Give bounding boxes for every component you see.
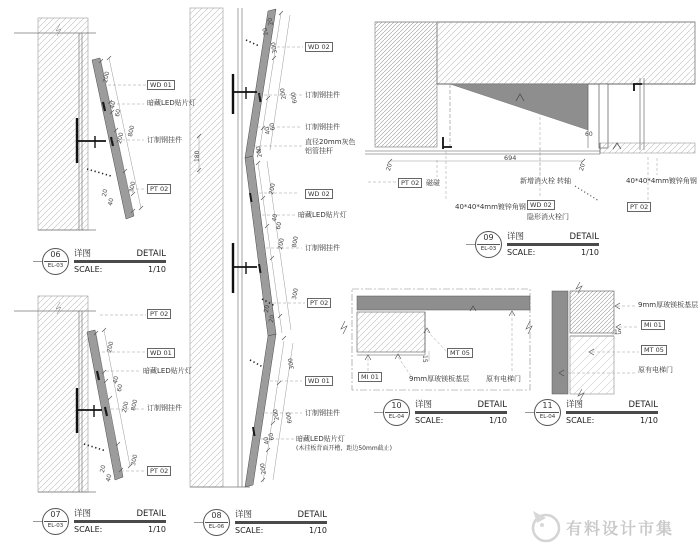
detail-number: 11 [542, 401, 553, 410]
dim-180: 180 [194, 150, 201, 162]
callout-pt02: PT 02 [307, 298, 331, 308]
callout-elevator-door: 原有电梯门 [638, 366, 673, 374]
callout-pt02: PT 02 [398, 178, 422, 188]
dim-200: 200 [259, 462, 268, 475]
dim-694: 694 [504, 154, 517, 162]
detail-title-en: DETAIL [136, 249, 166, 259]
callout-mt05: MT 05 [641, 345, 667, 355]
callout-wd01: WD 01 [147, 348, 175, 358]
detail-07-linework [14, 296, 146, 492]
dim-800: 800 [127, 124, 137, 138]
scale-label: SCALE: [74, 264, 103, 274]
detail-number: 10 [391, 401, 402, 410]
callout-steel-hanger: 订制钢挂件 [305, 91, 340, 99]
callout-pt02: PT 02 [147, 466, 171, 476]
detail-number: 07 [50, 510, 61, 519]
callout-led-strip: 暗藏LED贴片灯 [147, 99, 196, 107]
callout-angle-steel: 40*40*4mm镀锌角钢 [626, 177, 697, 185]
detail-number: 08 [211, 511, 222, 520]
dim-40: 40 [105, 473, 114, 483]
dim-40: 40 [107, 197, 116, 207]
scale-value: 1/10 [148, 264, 166, 274]
titleblock-06 [42, 248, 168, 278]
sheet-ref: EL-04 [385, 412, 408, 421]
dim-200: 200 [272, 408, 281, 421]
detail-bubble-06 [42, 248, 69, 275]
dim-200: 200 [268, 182, 277, 196]
scale-label: SCALE: [235, 525, 264, 535]
titleblock-10 [383, 399, 509, 429]
dim-15: 15 [614, 329, 622, 336]
sheet-ref: EL-06 [205, 522, 228, 531]
callout-mgo-board: 9mm厚玻镁板基层 [638, 301, 699, 309]
detail-title-cn: 详图 [566, 400, 584, 410]
callout-led-strip: 暗藏LED贴片灯 [296, 435, 345, 443]
detail-11-linework [552, 282, 639, 400]
detail-number: 06 [50, 250, 61, 259]
scale-label: SCALE: [74, 524, 103, 534]
dim-200: 200 [116, 131, 126, 145]
titleblock-tick [525, 412, 534, 413]
dim-300: 300 [128, 180, 138, 194]
dim-200: 200 [121, 400, 131, 414]
dim-40: 40 [109, 100, 118, 110]
callout-wd02: WD 02 [305, 189, 333, 199]
callout-elevator-door: 原有电梯门 [486, 375, 521, 383]
detail-bubble-09 [475, 231, 502, 258]
title-rule [74, 260, 166, 263]
dim-600: 600 [285, 411, 294, 424]
titleblock-tick [33, 261, 42, 262]
callout-steel-hanger: 订制钢挂件 [305, 123, 340, 131]
scale-value: 1/10 [581, 247, 599, 257]
callout-new-hydrant: 新增消火栓 [520, 177, 555, 185]
callout-steel-hanger: 订制钢挂件 [305, 244, 340, 252]
titleblock-tick [374, 412, 383, 413]
dim-200: 200 [279, 87, 288, 100]
titleblock-08 [203, 509, 329, 539]
title-rule [507, 243, 599, 246]
detail-title-cn: 详图 [74, 509, 92, 519]
dim-60: 60 [114, 108, 123, 118]
callout-led-note: (木挂板背面开槽，距边50mm截止) [296, 445, 393, 452]
detail-title-cn: 详图 [507, 232, 525, 242]
callout-wd02: WD 02 [527, 200, 555, 210]
watermark-text: 有料设计市集 [566, 519, 675, 538]
detail-bubble-07 [42, 508, 69, 535]
detail-title-en: DETAIL [569, 232, 599, 242]
titleblock-tick [466, 244, 475, 245]
title-rule [74, 520, 166, 523]
dim-20: 20 [99, 464, 108, 474]
dim-60: 60 [275, 221, 284, 231]
dim-800: 800 [130, 398, 140, 412]
callout-wd02: WD 02 [305, 42, 333, 52]
callout-led-strip: 暗藏LED贴片灯 [298, 211, 347, 219]
detail-title-cn: 详图 [74, 249, 92, 259]
dim-20: 20 [578, 162, 587, 172]
detail-06-linework [14, 18, 146, 230]
callout-steel-hanger: 订制钢挂件 [305, 409, 340, 417]
detail-title-en: DETAIL [136, 509, 166, 519]
scale-value: 1/10 [640, 415, 658, 425]
sheet-ref: EL-03 [44, 521, 67, 530]
dim-60: 60 [267, 432, 276, 441]
dim-40: 40 [271, 213, 280, 223]
callout-mt05: MT 05 [447, 348, 473, 358]
dim-800: 800 [291, 235, 300, 249]
dim-200: 200 [255, 145, 264, 158]
titleblock-07 [42, 508, 168, 538]
dim-300: 300 [287, 357, 296, 370]
dim-300: 300 [291, 287, 300, 301]
dim-20: 20 [101, 188, 110, 198]
scale-value: 1/10 [489, 415, 507, 425]
dim-20: 20 [261, 27, 270, 36]
dim-60: 60 [268, 122, 277, 131]
dim-200: 200 [106, 340, 116, 354]
callout-alu-rod: 直径20mm灰色 [305, 138, 356, 146]
callout-mgo-board: 9mm厚玻镁板基层 [409, 375, 470, 383]
dim-60: 60 [116, 383, 125, 393]
callout-hidden-hydrant-door: 隐形消火栓门 [527, 213, 569, 221]
detail-number: 09 [483, 233, 494, 242]
callout-pt02: PT 02 [147, 309, 171, 319]
detail-bubble-11 [534, 399, 561, 426]
detail-bubble-08 [203, 509, 230, 536]
dim-200: 200 [102, 70, 112, 84]
detail-title-en: DETAIL [628, 400, 658, 410]
detail-09-linework [365, 22, 695, 201]
titleblock-11 [534, 399, 660, 429]
callout-pivot: 转轴 [557, 177, 571, 185]
scale-value: 1/10 [148, 524, 166, 534]
detail-title-cn: 详图 [235, 510, 253, 520]
callout-wd01: WD 01 [305, 376, 333, 386]
title-rule [566, 411, 658, 414]
callout-led-strip: 暗藏LED贴片灯 [143, 367, 192, 375]
dim-60: 60 [585, 131, 593, 138]
callout-angle-steel: 40*40*4mm镀锌角钢 [455, 203, 526, 211]
callout-alu-rod: 铝管挂杆 [305, 147, 333, 155]
dim-20: 20 [268, 314, 277, 324]
dim-40: 40 [262, 436, 271, 445]
callout-pt02: PT 02 [627, 202, 651, 212]
dim-300: 300 [130, 453, 140, 467]
title-rule [415, 411, 507, 414]
dim-300: 300 [270, 41, 279, 54]
scale-label: SCALE: [566, 415, 595, 425]
dim-20: 20 [266, 17, 275, 26]
callout-wd01: WD 01 [147, 80, 175, 90]
titleblock-09 [475, 231, 601, 261]
scale-label: SCALE: [507, 247, 536, 257]
scale-label: SCALE: [415, 415, 444, 425]
dim-40: 40 [263, 126, 272, 135]
dim-15: 15 [421, 355, 428, 363]
dim-20: 20 [385, 162, 394, 172]
titleblock-tick [33, 521, 42, 522]
dim-40: 40 [112, 375, 121, 385]
detail-title-cn: 详图 [415, 400, 433, 410]
dim-20: 20 [263, 304, 272, 314]
callout-magnetic-catch: 磁碰 [426, 179, 440, 187]
detail-title-en: DETAIL [477, 400, 507, 410]
callout-mi01: MI 01 [641, 320, 665, 330]
callout-steel-hanger: 订制钢挂件 [147, 404, 182, 412]
watermark-logo [533, 511, 559, 541]
dim-200: 200 [277, 237, 286, 251]
sheet-ref: EL-04 [536, 412, 559, 421]
callout-steel-hanger: 订制钢挂件 [147, 136, 182, 144]
callout-mi01: MI 01 [358, 372, 382, 382]
sheet-ref: EL-03 [44, 261, 67, 270]
sheet-ref: EL-03 [477, 244, 500, 253]
detail-title-en: DETAIL [297, 510, 327, 520]
dim-600: 600 [290, 91, 299, 104]
title-rule [235, 521, 327, 524]
titleblock-tick [194, 522, 203, 523]
detail-bubble-10 [383, 399, 410, 426]
callout-pt02: PT 02 [147, 184, 171, 194]
scale-value: 1/10 [309, 525, 327, 535]
